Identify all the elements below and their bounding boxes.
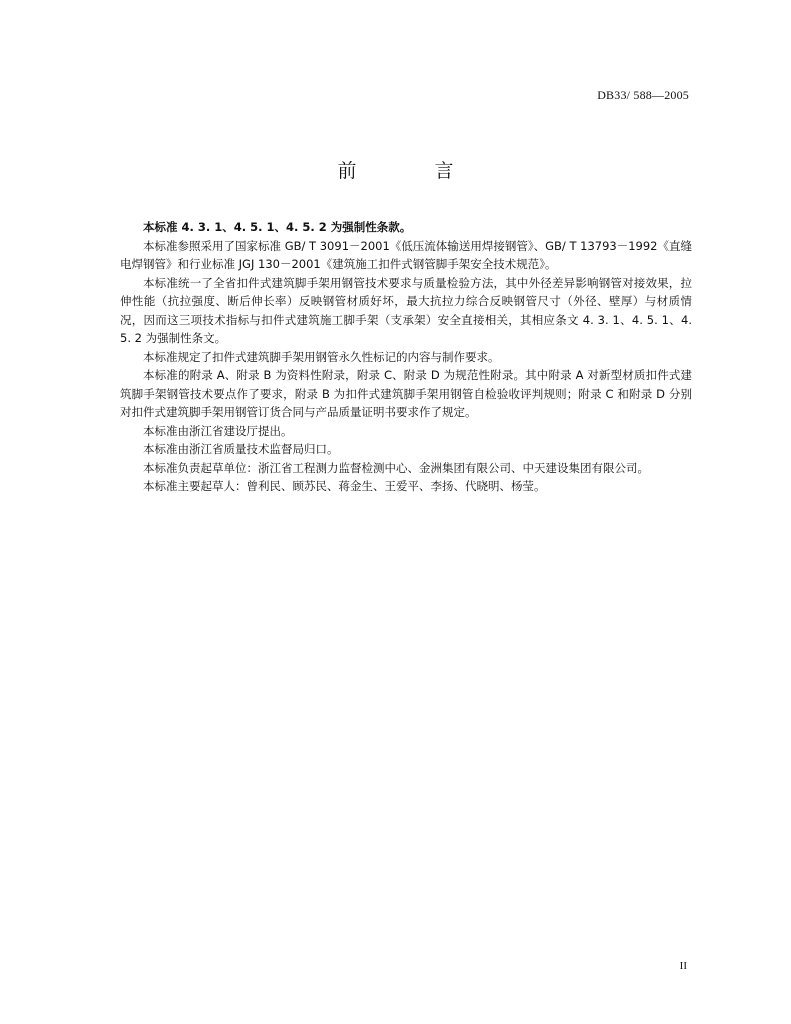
page-title: 前 言 <box>337 160 490 182</box>
foreword-body <box>120 218 692 496</box>
paragraph-appendices: 本标准的附录 A、附录 B 为资料性附录，附录 C、附录 D 为规范性附录。其中附录 A 对新型材质扣件式建筑脚手架钢管技术要点作了要求，附录 B 为扣件式建筑脚手架用钢管自检验收评判规则；附录 C 和附录 D 分别对扣件式建筑脚手架用钢管订货合同与产品质量证明书要求作了规定。 <box>120 368 692 419</box>
paragraph-permanent-marking: 本标准规定了扣件式建筑脚手架用钢管永久性标记的内容与制作要求。 <box>143 349 500 364</box>
paragraph-technical-requirements: 本标准统一了全省扣件式建筑脚手架用钢管技术要求与质量检验方法，其中外径差异影响钢管对接效果，拉伸性能（抗拉强度、断后伸长率）反映钢管材质好坏，最大抗拉力综合反映钢管尺寸（外径、壁厚）与材质情况，因而这三项技术指标与扣件式建筑施工脚手架（支承架）安全直接相关，其相应条文 4. 3. 1、4. 5. 1、4. 5. 2 为强制性条文。 <box>120 275 692 345</box>
paragraph-managed-by: 本标准由浙江省质量技术监督局归口。 <box>143 442 339 456</box>
paragraph-drafters: 本标准主要起草人：曾利民、顾苏民、蒋金生、王爱平、李扬、代晓明、杨莹。 <box>143 479 546 493</box>
paragraph-mandatory-clauses: 本标准 4. 3. 1、4. 5. 1、4. 5. 2 为强制性条款。 <box>143 220 412 234</box>
paragraph-referenced-standards: 本标准参照采用了国家标准 GB/ T 3091－2001《低压流体输送用焊接钢管》、GB/ T 13793－1992《直缝电焊钢管》和行业标准 JGJ 130－2001《建筑施工扣件式钢管脚手架安全技术规范》。 <box>120 238 692 271</box>
paragraph-proposed-by: 本标准由浙江省建设厅提出。 <box>143 423 293 438</box>
document-code: DB33/ 588—2005 <box>597 88 689 102</box>
paragraph-drafting-units: 本标准负责起草单位：浙江省工程测力监督检测中心、金洲集团有限公司、中天建设集团有限公司。 <box>143 460 649 475</box>
page-number: II <box>679 960 687 972</box>
